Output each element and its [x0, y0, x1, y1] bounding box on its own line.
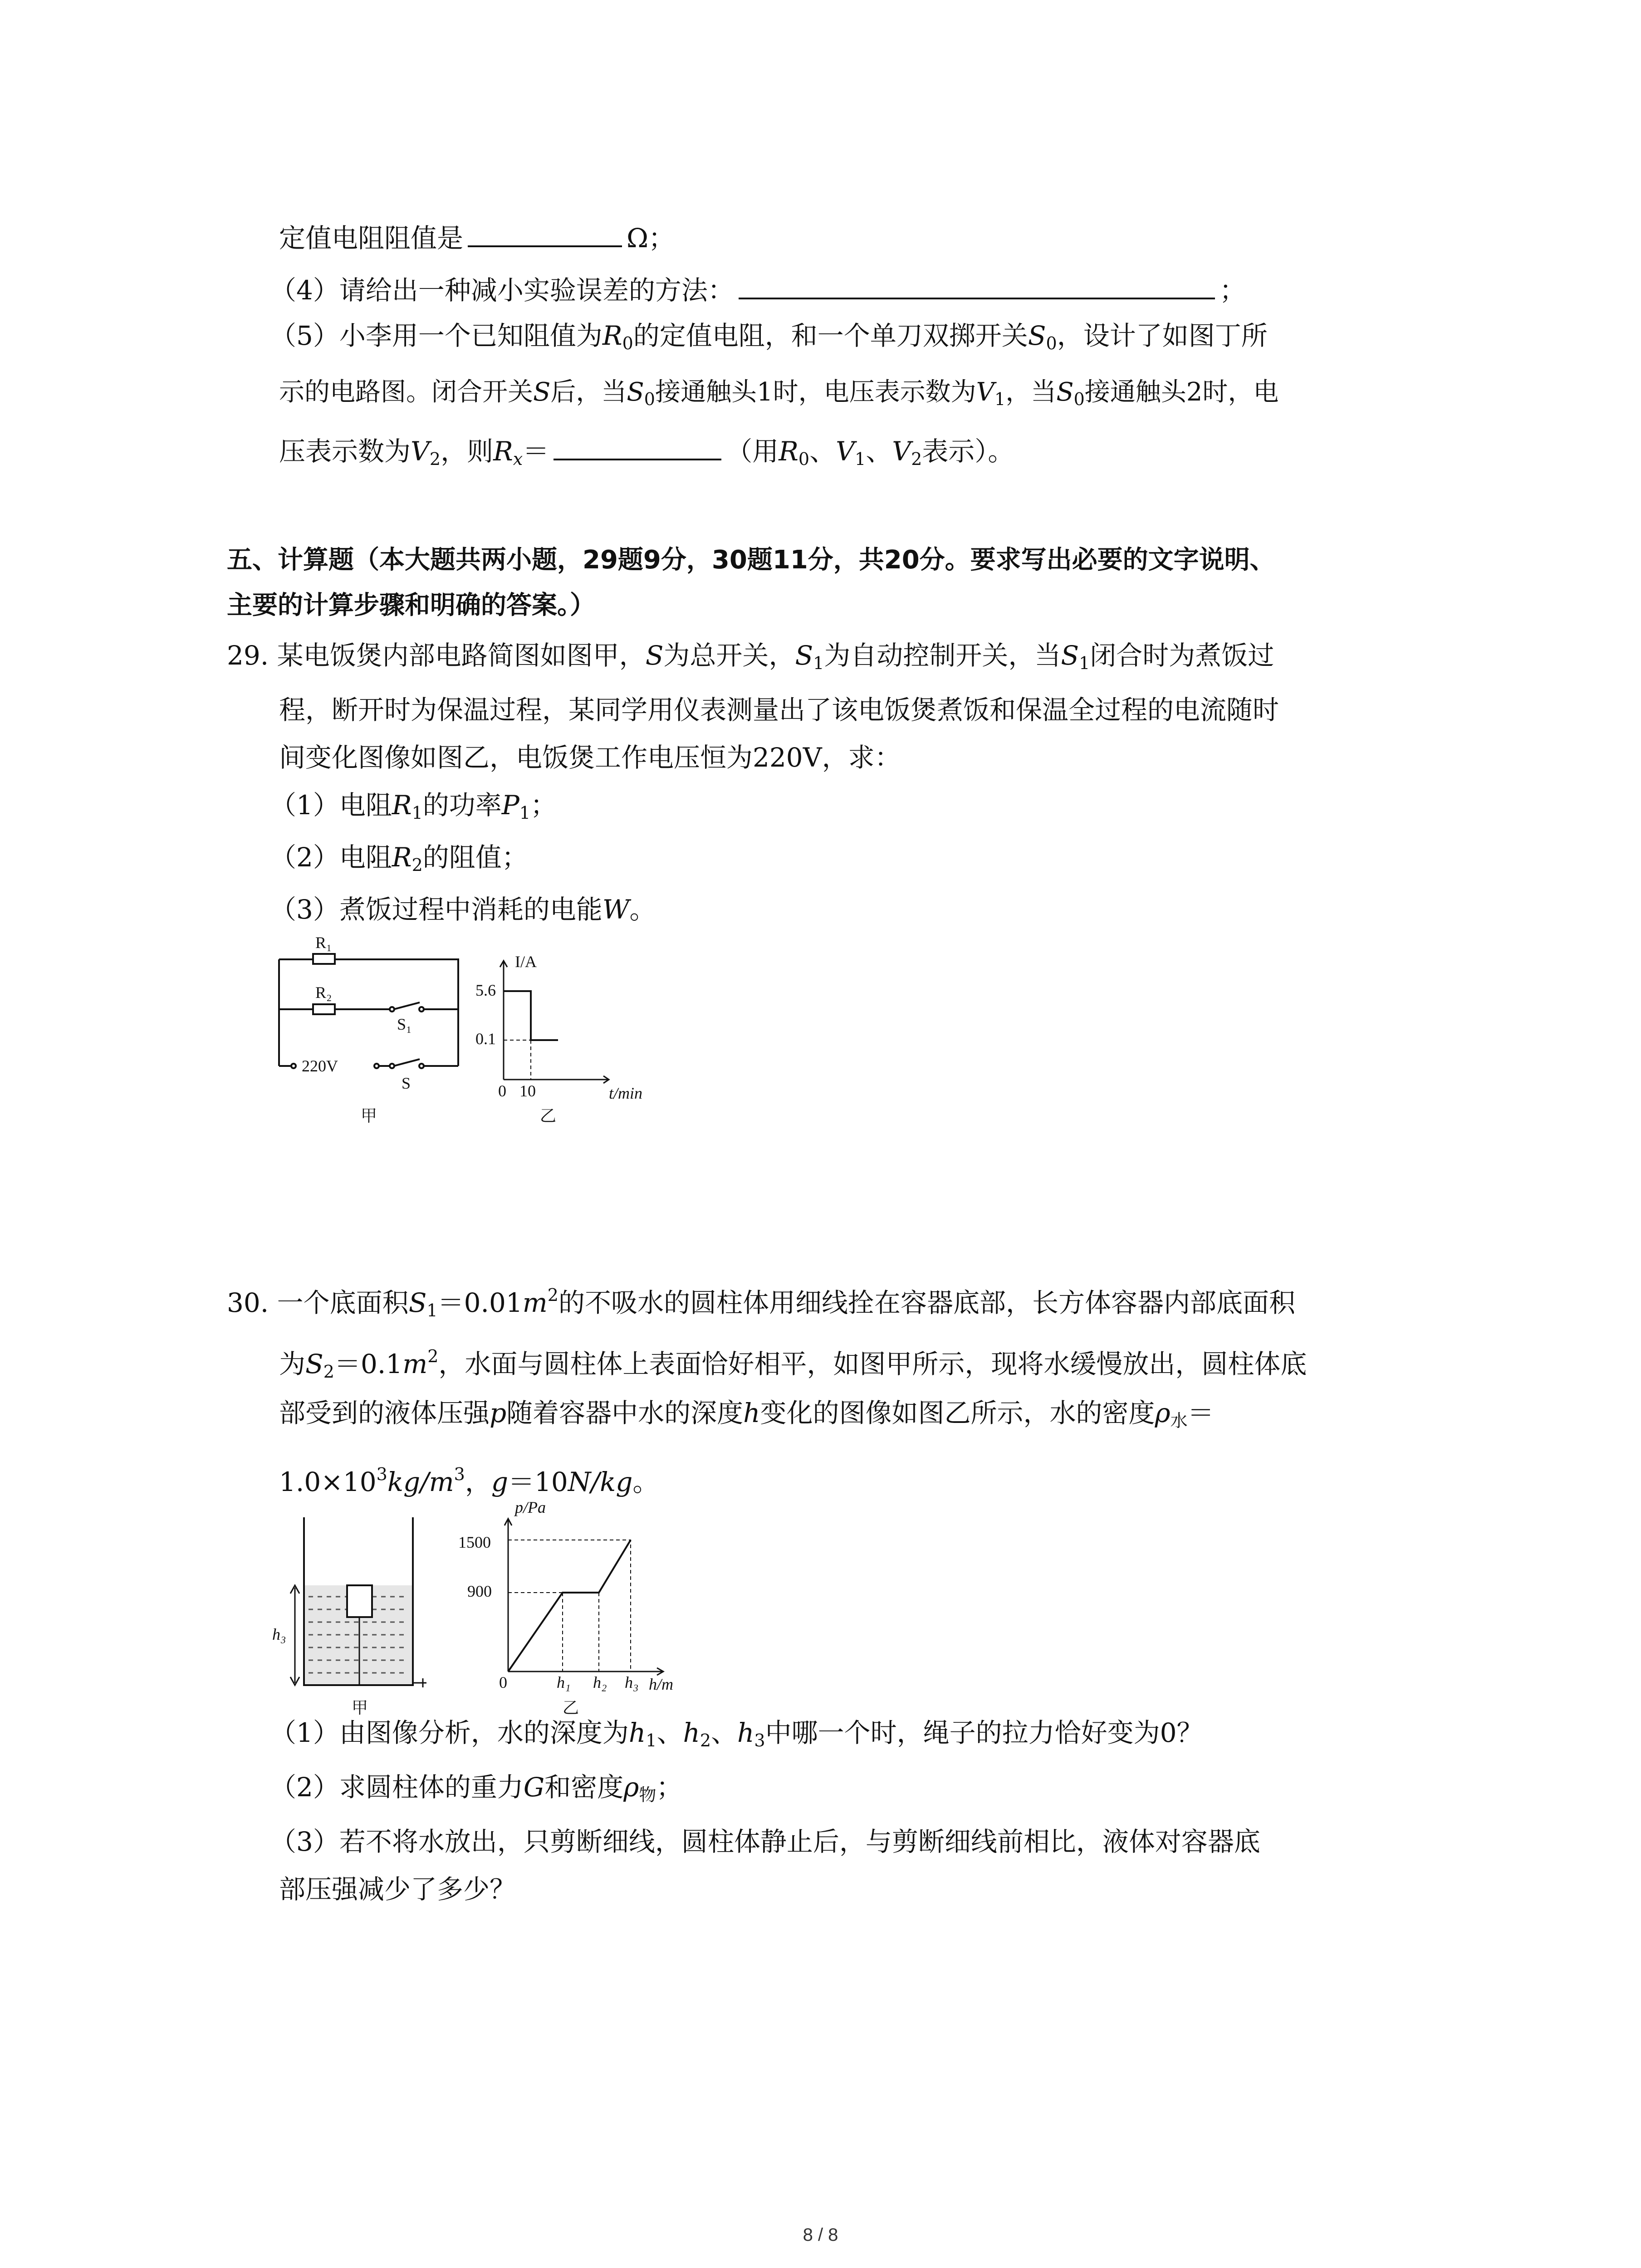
- resistor-r1: [313, 954, 335, 964]
- text: ；: [1219, 275, 1246, 306]
- var-sub: 1: [855, 449, 866, 469]
- chart-xtick: h₁: [557, 1673, 571, 1691]
- figure-29: [268, 934, 676, 1125]
- chart-guide-line: [504, 1040, 531, 1080]
- var: S: [533, 377, 551, 407]
- q30-line-2: [279, 1338, 1307, 1390]
- text: ，则: [441, 436, 494, 467]
- text: 。: [632, 1466, 659, 1497]
- var: kg/m: [387, 1466, 454, 1497]
- text: 为自动控制开关，当: [824, 640, 1061, 671]
- q29-line-2: [279, 692, 1279, 728]
- var: h: [628, 1717, 646, 1748]
- chart-current-time: [500, 961, 609, 1083]
- var-sub: 2: [411, 855, 423, 875]
- var-sub: 0: [622, 333, 633, 353]
- text: ；: [530, 790, 557, 821]
- switch-contact: [419, 1007, 424, 1012]
- var: ρ: [1155, 1398, 1171, 1428]
- var-sub: 0: [1073, 389, 1085, 409]
- label-s: S: [402, 1074, 411, 1092]
- var-sup: 3: [376, 1464, 387, 1484]
- var-sub: 1: [411, 803, 423, 823]
- text: ，设计了如图丁所: [1057, 320, 1268, 351]
- text: ，: [465, 1466, 491, 1497]
- var: V: [976, 377, 995, 407]
- chart-series-line: [504, 991, 558, 1040]
- text: 压表示数为: [279, 436, 411, 467]
- text: ；: [656, 1772, 683, 1803]
- chart-xtick: 10: [519, 1082, 536, 1100]
- chart-xlabel: t/min: [609, 1084, 643, 1102]
- text: 和密度: [544, 1772, 624, 1803]
- chart-pressure-depth: [505, 1519, 663, 1675]
- var: S: [1061, 640, 1079, 671]
- label-r2: R₂: [315, 983, 332, 1002]
- q29-line-1: [227, 637, 1274, 681]
- var-sub: 1: [994, 389, 1006, 409]
- var: V: [411, 436, 430, 467]
- q30-line-3: [279, 1395, 1214, 1439]
- text: （1）由图像分析，水的深度为: [270, 1717, 629, 1748]
- text: 的功率: [422, 790, 502, 821]
- var: W: [602, 894, 630, 925]
- text: ，当: [1005, 377, 1057, 407]
- text: 29. 某电饭煲内部电路简图如图甲，: [227, 640, 646, 671]
- text: ＝0.1: [334, 1349, 403, 1379]
- var: N/kg: [568, 1466, 633, 1497]
- text: 、: [809, 436, 836, 467]
- text: ＝: [523, 436, 549, 467]
- text: （用: [726, 436, 779, 467]
- caption-yi: 乙: [540, 1107, 557, 1125]
- text-line: [270, 272, 1246, 308]
- var-sub: 2: [323, 1362, 334, 1382]
- var-sub: 水: [1170, 1411, 1188, 1431]
- var-sub: 2: [911, 449, 922, 469]
- section-heading: [227, 542, 1275, 578]
- switch-s1: [394, 1002, 458, 1009]
- text: 为: [279, 1349, 306, 1379]
- chart-xtick: h₂: [593, 1673, 607, 1691]
- text: ＝10: [508, 1466, 568, 1497]
- text-line: [279, 374, 1279, 417]
- var: R: [493, 436, 513, 467]
- q30-sub-2: [270, 1769, 682, 1813]
- text: 主要的计算步骤和明确的答案。）: [227, 591, 595, 620]
- text: 。: [629, 894, 656, 925]
- var-sub: 2: [429, 449, 441, 469]
- var: ρ: [623, 1772, 639, 1803]
- var-sub: 1: [426, 1300, 438, 1320]
- label-voltage: 220V: [302, 1057, 338, 1075]
- var-sub: 1: [646, 1730, 657, 1750]
- var: R: [602, 320, 622, 351]
- text: 定值电阻阻值是: [279, 223, 464, 254]
- text: 、: [656, 1717, 683, 1748]
- q29-sub-2: [270, 839, 528, 883]
- answer-blank: [739, 274, 1215, 299]
- var-sub: 0: [798, 449, 810, 469]
- chart-xtick: h₃: [625, 1673, 639, 1691]
- text: 的阻值；: [422, 842, 528, 873]
- switch-contact: [390, 1007, 394, 1012]
- var: m: [522, 1287, 548, 1318]
- text: 30. 一个底面积: [227, 1287, 409, 1318]
- var-sub: 1: [519, 803, 530, 823]
- var: R: [392, 790, 412, 821]
- text: 间变化图像如图乙，电饭煲工作电压恒为220V，求：: [279, 742, 901, 773]
- q30-line-4: [279, 1456, 659, 1500]
- text: ＝: [1187, 1398, 1214, 1428]
- var-sub: 3: [754, 1730, 765, 1750]
- text: ，水面与圆柱体上表面恰好相平，如图甲所示，现将水缓慢放出，圆柱体底: [438, 1349, 1307, 1379]
- text: 为总开关，: [663, 640, 795, 671]
- circuit-wire: [279, 959, 458, 1066]
- text-line: [279, 433, 1014, 477]
- text-line: [270, 318, 1268, 362]
- var: R: [779, 436, 798, 467]
- var: V: [836, 436, 855, 467]
- chart-guide-line: [508, 1540, 631, 1672]
- terminal: [291, 1064, 296, 1068]
- chart-y-axis: [500, 961, 507, 1080]
- figure-30: [263, 1495, 717, 1730]
- caption-jia: 甲: [361, 1107, 377, 1125]
- caption-jia: 甲: [352, 1699, 368, 1717]
- var: h: [743, 1398, 760, 1428]
- var-sub: 1: [1079, 653, 1090, 673]
- container-diagram: [290, 1517, 426, 1687]
- text: （3）若不将水放出，只剪断细线，圆柱体静止后，与剪断细线前相比，液体对容器底: [270, 1826, 1260, 1857]
- var-sub: 1: [813, 653, 824, 673]
- chart-ylabel: p/Pa: [515, 1498, 546, 1516]
- var: h: [737, 1717, 754, 1748]
- var-sub: 物: [639, 1785, 656, 1805]
- var-sub: 0: [644, 389, 655, 409]
- q30-sub-3: [270, 1823, 1260, 1860]
- chart-xtick: 0: [499, 1673, 507, 1691]
- var-sup: 2: [427, 1346, 439, 1366]
- chart-x-axis: [508, 1668, 663, 1675]
- chart-ytick: 5.6: [475, 981, 496, 999]
- var: V: [892, 436, 911, 467]
- text: 示的电路图。闭合开关: [279, 377, 533, 407]
- terminal: [374, 1064, 379, 1068]
- var: S: [305, 1349, 323, 1379]
- text: （5）小李用一个已知阻值为: [270, 320, 603, 351]
- text: 随着容器中水的深度: [506, 1398, 744, 1428]
- text: （4）请给出一种减小实验误差的方法：: [270, 275, 734, 306]
- var-sub: 2: [700, 1730, 711, 1750]
- chart-ytick: 0.1: [475, 1030, 496, 1048]
- text: 闭合时为煮饭过: [1090, 640, 1274, 671]
- q30-sub-1: [270, 1715, 1203, 1759]
- text: ＝0.01: [437, 1287, 523, 1318]
- text: 程，断开时为保温过程，某同学用仪表测量出了该电饭煲煮饭和保温全过程的电流随时: [279, 694, 1279, 725]
- var: S: [645, 640, 664, 671]
- var-sup: 3: [454, 1464, 465, 1484]
- chart-xtick: 0: [498, 1082, 506, 1100]
- text: 的不吸水的圆柱体用细线拴在容器底部，长方体容器内部底面积: [558, 1287, 1295, 1318]
- chart-y-axis: [505, 1519, 512, 1672]
- text: 1.0×10: [279, 1466, 377, 1497]
- label-r1: R₁: [315, 934, 332, 952]
- text: 、: [711, 1717, 738, 1748]
- text: （3）煮饭过程中消耗的电能: [270, 894, 603, 925]
- text: （2）求圆柱体的重力: [270, 1772, 524, 1803]
- text: 部受到的液体压强: [279, 1398, 490, 1428]
- text: 的定值电阻，和一个单刀双掷开关: [633, 320, 1028, 351]
- q30-line-1: [227, 1277, 1295, 1329]
- caption-yi: 乙: [563, 1699, 579, 1717]
- text: （1）电阻: [270, 790, 392, 821]
- chart-ylabel: I/A: [515, 953, 537, 971]
- var: p: [490, 1398, 507, 1428]
- answer-blank: [554, 435, 721, 460]
- switch-contact: [390, 1064, 394, 1068]
- var: h: [683, 1717, 700, 1748]
- q29-sub-1: [270, 787, 557, 831]
- var: S: [1056, 377, 1074, 407]
- var: S: [408, 1287, 427, 1318]
- var: S: [1028, 320, 1046, 351]
- text: Ω；: [627, 223, 675, 254]
- var: G: [523, 1772, 545, 1803]
- resistor-r2: [313, 1004, 335, 1014]
- var: S: [795, 640, 813, 671]
- var-sub: 0: [1046, 333, 1057, 353]
- text: 接通触头2时，电: [1084, 377, 1279, 407]
- outlet-tap: [413, 1678, 426, 1687]
- text: 、: [866, 436, 892, 467]
- text: 五、计算题（本大题共两小题，29题9分，30题11分，共20分。要求写出必要的文字说明、: [227, 545, 1275, 575]
- answer-blank: [468, 222, 622, 247]
- q30-sub-3-cont: [279, 1871, 516, 1907]
- cylinder: [347, 1585, 372, 1617]
- text-line: [279, 220, 675, 256]
- text: 后，当: [550, 377, 627, 407]
- q29-line-3: [279, 739, 901, 776]
- text: （2）电阻: [270, 842, 392, 873]
- text: 变化的图像如图乙所示，水的密度: [760, 1398, 1155, 1428]
- q29-sub-3: [270, 891, 656, 928]
- chart-series-line: [508, 1540, 631, 1672]
- page-number: 8 / 8: [803, 2225, 838, 2245]
- chart-ytick: 1500: [458, 1533, 491, 1551]
- switch-s: [394, 1059, 458, 1066]
- var-sub: x: [513, 449, 523, 469]
- label-s1: S₁: [397, 1015, 412, 1033]
- section-heading: [227, 587, 595, 624]
- var: m: [402, 1349, 428, 1379]
- text: 接通触头1时，电压表示数为: [655, 377, 976, 407]
- var: R: [392, 842, 412, 873]
- label-h3: h₃: [272, 1625, 286, 1643]
- chart-xlabel: h/m: [649, 1675, 673, 1693]
- switch-contact: [419, 1064, 424, 1068]
- depth-arrow: [290, 1585, 299, 1685]
- var: S: [627, 377, 644, 407]
- var-sup: 2: [547, 1285, 558, 1305]
- text: 部压强减少了多少？: [279, 1874, 516, 1905]
- var: g: [491, 1466, 508, 1497]
- text: 表示）。: [922, 436, 1014, 467]
- var: P: [501, 790, 519, 821]
- chart-ytick: 900: [467, 1582, 492, 1600]
- text: 中哪一个时，绳子的拉力恰好变为0？: [765, 1717, 1203, 1748]
